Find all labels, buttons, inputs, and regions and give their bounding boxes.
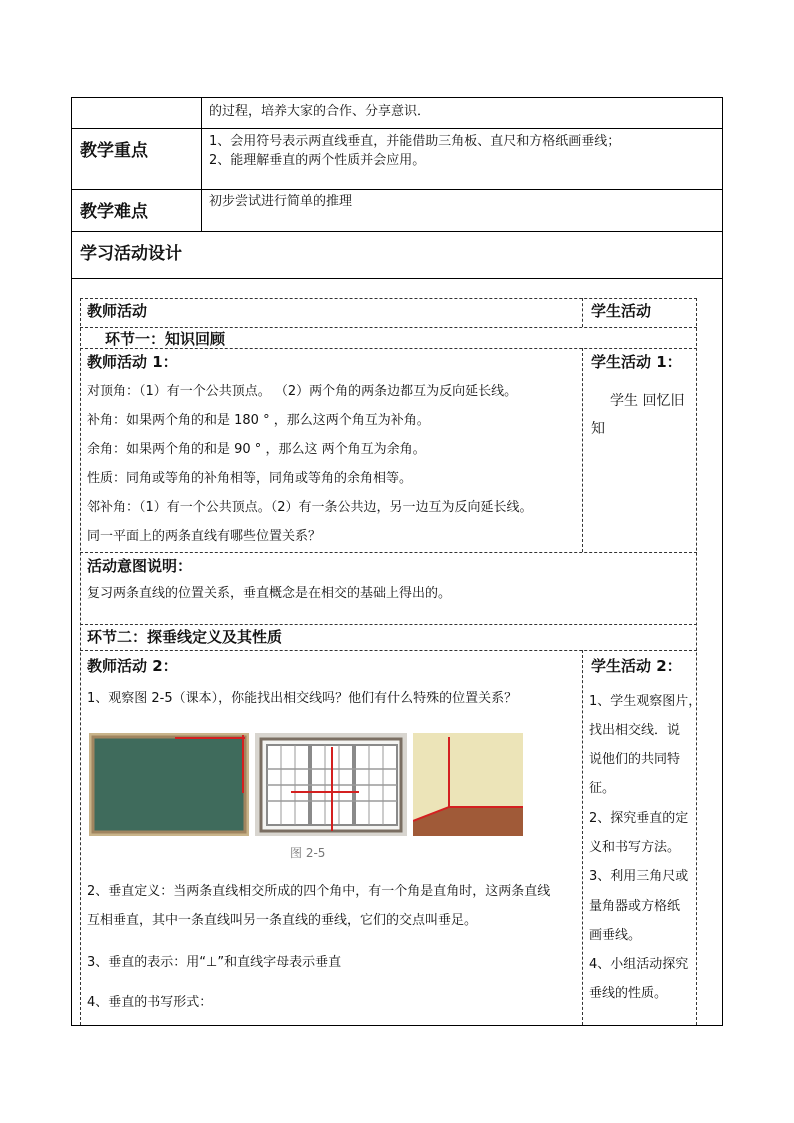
student-activity-2-line-10: 4、小组活动探究 [589, 957, 689, 972]
figure-caption: 图 2-5 [290, 846, 326, 860]
student-activity-2-line-5: 2、探究垂直的定 [589, 811, 689, 826]
student-activity-2-line-1: 1、学生观察图片， [589, 694, 702, 709]
teacher-activity-header: 教师活动 [87, 302, 148, 320]
stage2-line-3: 互相垂直，其中一条直线叫另一条直线的垂线，它们的交点叫垂足。 [87, 913, 478, 928]
teacher-activity-2-label: 教师活动 2： [87, 657, 178, 675]
stage1-line-1: 对顶角：（1）有一个公共顶点。 （2）两个角的两条边都互为反向延长线。 [87, 384, 518, 399]
stage2-line-4: 3、垂直的表示：用“⊥”和直线字母表示垂直 [87, 955, 342, 970]
student-activity-2-line-8: 量角器或方格纸 [589, 899, 681, 914]
stage1-line-6: 同一平面上的两条直线有哪些位置关系？ [87, 529, 322, 544]
top-row-text: 的过程，培养大家的合作、分享意识． [209, 104, 431, 119]
student-activity-2-line-4: 征。 [589, 781, 616, 796]
difficult-points-label: 教学难点 [80, 202, 148, 222]
stage2-line-2: 2、垂直定义：当两条直线相交所成的四个角中，有一个角是直角时，这两条直线 [87, 884, 551, 899]
student-activity-1-label: 学生活动 1： [591, 353, 682, 371]
student-activity-header: 学生活动 [591, 302, 652, 320]
key-points-line-2: 2、能理解垂直的两个性质并会应用。 [209, 153, 426, 168]
stage1-title: 环节一：知识回顾 [105, 330, 226, 348]
design-title: 学习活动设计 [80, 244, 182, 264]
student-activity-1-line-1: 学生 回忆旧 [610, 393, 685, 409]
student-activity-2-line-6: 义和书写方法。 [589, 840, 681, 855]
key-points-line-1: 1、会用符号表示两直线垂直，并能借助三角板、直尺和方格纸画垂线； [209, 134, 621, 149]
key-points-label: 教学重点 [80, 141, 148, 161]
student-activity-2-line-3: 说他们的共同特 [589, 752, 681, 767]
stage2-title: 环节二：探垂线定义及其性质 [87, 628, 283, 646]
stage2-line-1: 1、观察图 2-5（课本），你能找出相交线吗？他们有什么特殊的位置关系？ [87, 691, 518, 706]
figure-window [255, 733, 407, 836]
student-activity-2-line-9: 画垂线。 [589, 928, 642, 943]
stage1-line-3: 余角：如果两个角的和是 90 ° ，那么这 两个角互为余角。 [87, 442, 426, 457]
stage1-line-4: 性质：同角或等角的补角相等，同角或等角的余角相等。 [87, 471, 413, 486]
student-activity-2-label: 学生活动 2： [591, 657, 682, 675]
teacher-activity-1-label: 教师活动 1： [87, 353, 178, 371]
activity-intent-label: 活动意图说明： [87, 557, 193, 575]
stage2-line-5: 4、垂直的书写形式： [87, 995, 213, 1010]
activity-intent-text: 复习两条直线的位置关系，垂直概念是在相交的基础上得出的。 [87, 586, 452, 601]
figure-blackboard [89, 733, 249, 836]
stage1-line-5: 邻补角：（1）有一个公共顶点。（2）有一条公共边，另一边互为反向延长线。 [87, 500, 533, 515]
student-activity-2-line-2: 找出相交线．说 [589, 723, 681, 738]
student-activity-2-line-11: 垂线的性质。 [589, 986, 668, 1001]
student-activity-1-line-2: 知 [591, 421, 605, 437]
figure-wall-corner [413, 733, 523, 836]
difficult-points-text: 初步尝试进行简单的推理 [209, 194, 353, 209]
stage1-line-2: 补角：如果两个角的和是 180 ° ，那么这两个角互为补角。 [87, 413, 430, 428]
student-activity-2-line-7: 3、利用三角尺或 [589, 869, 689, 884]
